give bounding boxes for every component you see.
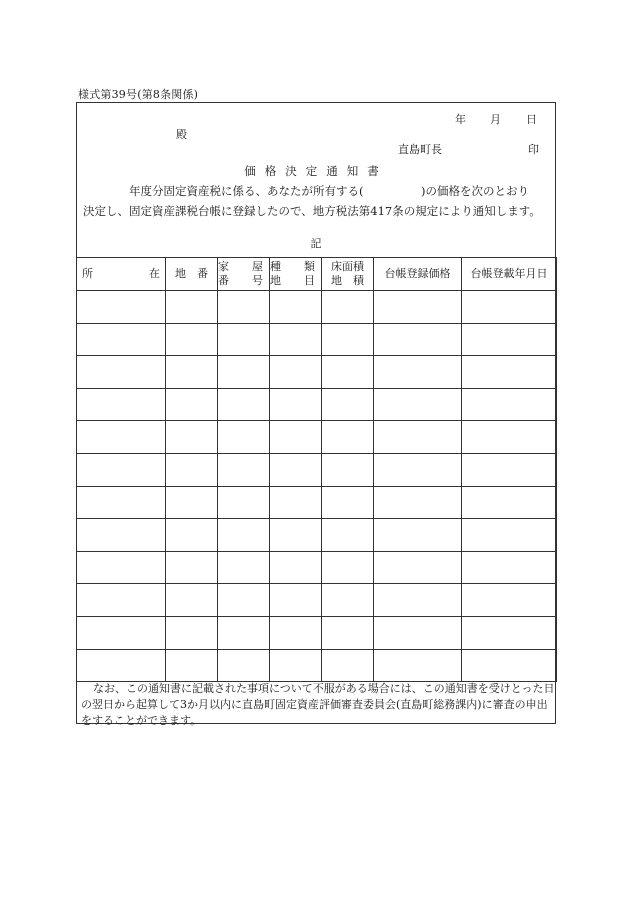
table-cell[interactable] [166,453,218,486]
header-registered-date: 台帳登載年月日 [462,258,557,291]
table-cell[interactable] [322,584,374,617]
table-cell[interactable] [374,486,462,519]
appeal-note [81,681,555,729]
table-cell[interactable] [462,323,557,356]
table-cell[interactable] [218,453,270,486]
table-cell[interactable] [166,486,218,519]
form-number-label: 様式第39号(第8条関係) [78,88,199,101]
table-cell[interactable] [322,323,374,356]
header-kind-bottom: 地 目 [270,274,321,287]
table-cell[interactable] [77,551,166,584]
header-area-top: 床面積 [331,260,364,273]
table-cell[interactable] [322,616,374,649]
table-cell[interactable] [77,356,166,389]
table-cell[interactable] [374,551,462,584]
header-area-bottom: 地 積 [331,274,364,287]
table-cell[interactable] [218,551,270,584]
table-cell[interactable] [218,291,270,324]
table-cell[interactable] [166,356,218,389]
table-cell[interactable] [322,356,374,389]
table-cell[interactable] [270,453,322,486]
table-row [77,421,557,454]
table-cell[interactable] [322,453,374,486]
table-cell[interactable] [270,356,322,389]
table-cell[interactable] [462,388,557,421]
table-cell[interactable] [77,388,166,421]
table-cell[interactable] [374,421,462,454]
table-cell[interactable] [218,388,270,421]
table-row [77,356,557,389]
table-cell[interactable] [374,388,462,421]
header-house-number [218,258,270,291]
table-cell[interactable] [218,486,270,519]
table-cell[interactable] [166,421,218,454]
table-cell[interactable] [270,388,322,421]
table-cell[interactable] [374,649,462,682]
table-row [77,291,557,324]
table-cell[interactable] [166,291,218,324]
table-cell[interactable] [322,519,374,552]
table-cell[interactable] [77,421,166,454]
table-cell[interactable] [270,486,322,519]
table-cell[interactable] [462,649,557,682]
table-cell[interactable] [462,616,557,649]
table-cell[interactable] [218,584,270,617]
issuer-name: 直島町長 [398,143,442,156]
table-cell[interactable] [77,616,166,649]
table-cell[interactable] [218,519,270,552]
table-cell[interactable] [77,291,166,324]
table-row [77,388,557,421]
table-cell[interactable] [374,616,462,649]
table-cell[interactable] [462,486,557,519]
table-header-row [77,258,557,291]
table-row [77,551,557,584]
date-year-label: 年 [455,113,466,126]
table-cell[interactable] [166,388,218,421]
table-row [77,453,557,486]
table-cell[interactable] [374,584,462,617]
table-cell[interactable] [166,616,218,649]
table-cell[interactable] [218,356,270,389]
header-location-first: 所 [82,267,93,280]
table-row [77,323,557,356]
table-cell[interactable] [166,649,218,682]
table-cell[interactable] [166,551,218,584]
table-body [77,291,557,682]
header-kind-top: 種 類 [270,260,321,273]
seal-mark: 印 [528,143,539,156]
table-cell[interactable] [166,584,218,617]
date-month-label: 月 [490,113,501,126]
table-cell[interactable] [77,649,166,682]
table-cell[interactable] [462,453,557,486]
header-kind [270,258,322,291]
table-cell[interactable] [462,551,557,584]
table-cell[interactable] [462,519,557,552]
header-registered-price: 台帳登録価格 [374,258,462,291]
table-cell[interactable] [166,519,218,552]
table-cell[interactable] [322,649,374,682]
table-cell[interactable] [374,453,462,486]
body-text-line-1: 年度分固定資産税に係る、あなたが所有する( )の価格を次のとおり [83,184,529,198]
table-cell[interactable] [374,356,462,389]
table-cell[interactable] [322,551,374,584]
header-location [77,258,166,291]
table-cell[interactable] [77,453,166,486]
table-cell[interactable] [322,421,374,454]
header-location-second: 在 [149,267,160,280]
table-cell[interactable] [77,584,166,617]
table-row [77,519,557,552]
property-table [76,257,557,682]
table-cell[interactable] [462,356,557,389]
table-cell[interactable] [270,291,322,324]
table-cell[interactable] [77,519,166,552]
ki-heading: 記 [310,237,322,250]
date-day-label: 日 [526,113,537,126]
table-cell[interactable] [374,291,462,324]
table-cell[interactable] [322,388,374,421]
table-cell[interactable] [374,323,462,356]
table-cell[interactable] [77,486,166,519]
table-cell[interactable] [218,616,270,649]
table-cell[interactable] [462,584,557,617]
table-cell[interactable] [270,649,322,682]
header-lot-number: 地 番 [166,258,218,291]
header-house-top: 家 屋 [218,260,269,273]
table-row [77,616,557,649]
document-title: 価格決定通知書 [244,164,388,178]
notice-form [76,102,556,727]
table-cell[interactable] [462,421,557,454]
header-area [322,258,374,291]
table-cell[interactable] [462,291,557,324]
table-cell[interactable] [77,323,166,356]
table-cell[interactable] [322,291,374,324]
table-cell[interactable] [166,323,218,356]
table-cell[interactable] [218,323,270,356]
table-row [77,584,557,617]
table-cell[interactable] [322,486,374,519]
table-cell[interactable] [270,616,322,649]
table-row [77,486,557,519]
table-cell[interactable] [270,551,322,584]
table-cell[interactable] [270,323,322,356]
appeal-note-text: なお、この通知書に記載された事項について不服がある場合には、この通知書を受けとった日の翌日から起算して3か月以内に直島町固定資産評価審査委員会(直島町総務課内)に審査の申出をすることができます。 [81,682,555,727]
table-cell[interactable] [270,519,322,552]
table-cell[interactable] [270,421,322,454]
header-house-bottom: 番 号 [218,274,269,287]
table-cell[interactable] [218,649,270,682]
body-text-line-2: 決定し、固定資産課税台帳に登録したので、地方税法第417条の規定により通知します。 [83,204,541,218]
table-cell[interactable] [374,519,462,552]
addressee-suffix: 殿 [176,128,187,141]
table-cell[interactable] [270,584,322,617]
table-cell[interactable] [218,421,270,454]
table-row [77,649,557,682]
